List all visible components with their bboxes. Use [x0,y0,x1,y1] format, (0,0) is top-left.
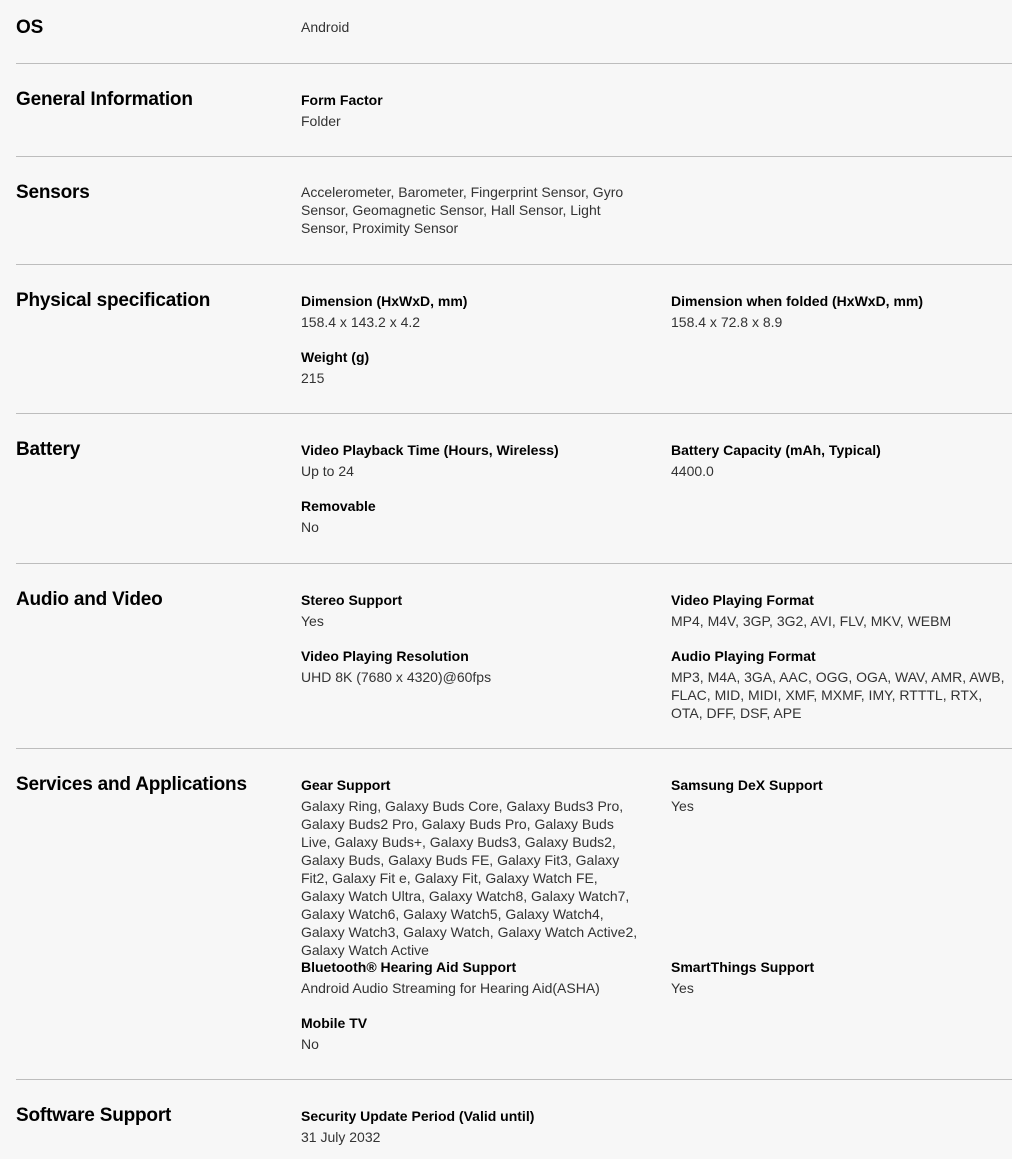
spec-label: Dimension when folded (HxWxD, mm) [671,293,924,309]
spec-label: Video Playback Time (Hours, Wireless) [301,442,559,458]
spec-value: 31 July 2032 [301,1129,381,1145]
spec-gear-support [301,776,641,959]
section-title-battery: Battery [16,439,81,460]
spec-value: 4400.0 [671,463,714,479]
spec-samsung-dex-support [671,776,1011,815]
spec-value: UHD 8K (7680 x 4320)@60fps [301,669,492,685]
divider [16,1079,1012,1080]
spec-label: Stereo Support [301,592,403,608]
spec-value: Up to 24 [301,463,354,479]
section-title-audio-video: Audio and Video [16,589,163,610]
spec-label: Mobile TV [301,1015,368,1031]
spec-label: Bluetooth® Hearing Aid Support [301,959,517,975]
spec-stereo-support [301,591,641,630]
spec-value: MP3, M4A, 3GA, AAC, OGG, OGA, WAV, AMR, AWB, FLAC, MID, MIDI, XMF, MXMF, IMY, RTTTL, RTX, OTA, DFF, DSF, APE [671,669,1005,721]
section-title-software: Software Support [16,1105,172,1126]
spec-value: No [301,519,319,535]
spec-video-playing-resolution [301,647,641,686]
spec-label: Video Playing Resolution [301,648,469,664]
spec-label: Form Factor [301,92,383,108]
spec-label: Dimension (HxWxD, mm) [301,293,468,309]
spec-label: Samsung DeX Support [671,777,823,793]
spec-label: Gear Support [301,777,391,793]
spec-value: Yes [671,798,694,814]
spec-value: Folder [301,113,341,129]
section-title-services: Services and Applications [16,774,247,795]
spec-dimension-folded [671,292,1011,331]
section-title-general: General Information [16,89,193,110]
spec-label: Removable [301,498,376,514]
spec-value: 215 [301,370,325,386]
spec-audio-playing-format [671,647,1007,722]
section-title-physical: Physical specification [16,290,211,311]
divider [16,63,1012,64]
spec-value: 158.4 x 72.8 x 8.9 [671,314,783,330]
section-title-os: OS [16,17,44,38]
spec-label: Video Playing Format [671,592,814,608]
spec-value: MP4, M4V, 3GP, 3G2, AVI, FLV, MKV, WEBM [671,613,952,629]
spec-video-playback-time [301,441,641,480]
spec-battery-capacity [671,441,1011,480]
spec-value: 158.4 x 143.2 x 4.2 [301,314,421,330]
spec-value: Yes [671,980,694,996]
spec-hearing-aid-support [301,958,641,997]
divider [16,156,1012,157]
spec-value: Yes [301,613,324,629]
divider [16,748,1012,749]
spec-label: Battery Capacity (mAh, Typical) [671,442,881,458]
spec-form-factor [301,91,641,130]
spec-label: SmartThings Support [671,959,815,975]
section-title-sensors: Sensors [16,182,90,203]
spec-dimension [301,292,641,331]
spec-video-playing-format [671,591,1011,630]
spec-value: Android Audio Streaming for Hearing Aid(ASHA) [301,980,600,996]
divider [16,563,1012,564]
divider [16,264,1012,265]
spec-smartthings-support [671,958,1011,997]
spec-label: Audio Playing Format [671,648,816,664]
spec-value: No [301,1036,319,1052]
spec-value: Galaxy Ring, Galaxy Buds Core, Galaxy Buds3 Pro, Galaxy Buds2 Pro, Galaxy Buds Pro, Galaxy Buds Live, Galaxy Buds+, Galaxy Buds3, Galaxy Buds2, Galaxy Buds, Galaxy Buds FE, Galaxy Fit3, Galaxy Fit2, Galaxy Fit e, Galaxy Fit, Galaxy Watch FE, Galaxy Watch Ultra, Galaxy Watch8, Galaxy Watch7, Galaxy Watch6, Galaxy Watch5, Galaxy Watch4, Galaxy Watch3, Galaxy Watch, Galaxy Watch Active2, Galaxy Watch Active [301,798,638,958]
spec-removable [301,497,641,536]
os-value: Android [301,19,350,35]
spec-label: Weight (g) [301,349,370,365]
spec-mobile-tv [301,1014,641,1053]
spec-weight [301,348,641,387]
spec-label: Security Update Period (Valid until) [301,1108,535,1124]
spec-security-update-period [301,1107,641,1146]
divider [16,413,1012,414]
sensors-value: Accelerometer, Barometer, Fingerprint Sensor, Gyro Sensor, Geomagnetic Sensor, Hall Sensor, Light Sensor, Proximity Sensor [301,184,624,236]
